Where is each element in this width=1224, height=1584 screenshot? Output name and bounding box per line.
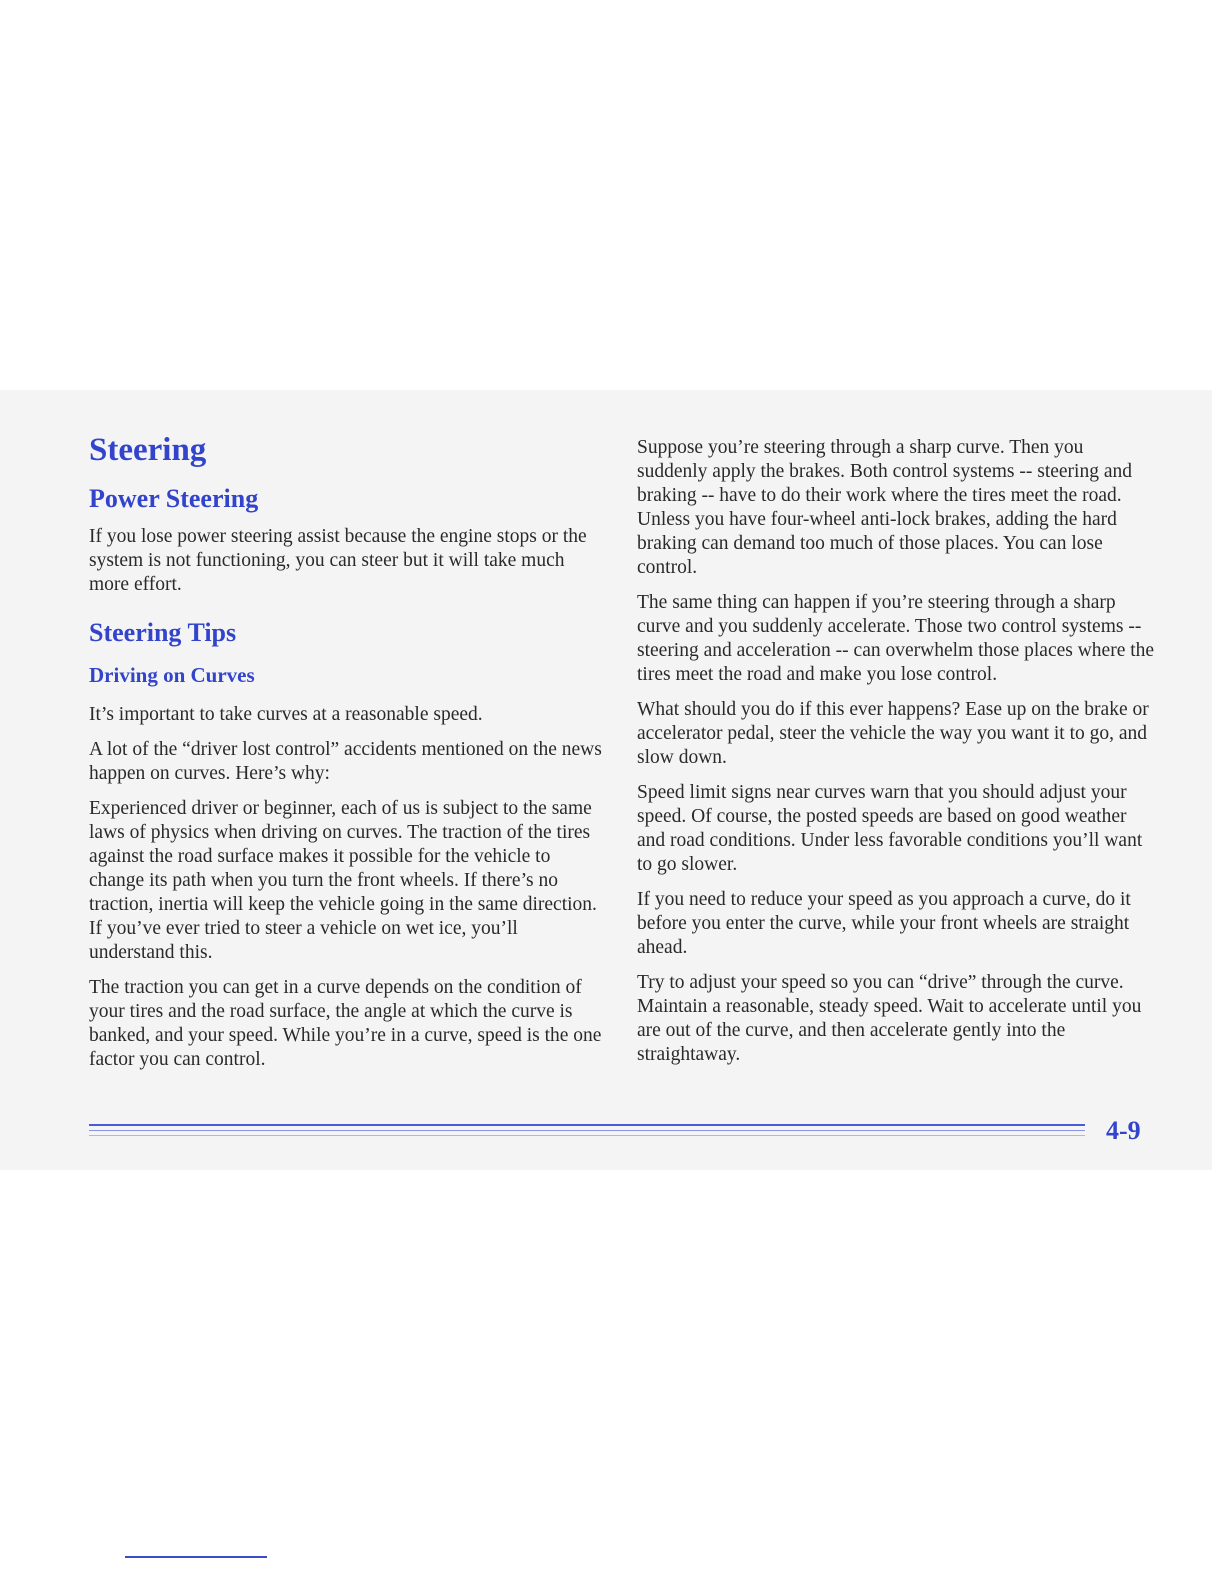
paragraph: Suppose you’re steering through a sharp curve. Then you suddenly apply the brakes. Both control systems -- steering and braking -- have to do their work where the tires meet the road. Unless you have four-wheel anti-lock brakes, adding the hard braking can demand too much of those places. You can lose control. — [637, 437, 1132, 578]
paragraph: The same thing can happen if you’re steering through a sharp curve and you suddenly accelerate. Those two control systems -- steering and acceleration -- can overwhelm those places where the tires meet the road and make you lose control. — [637, 592, 1155, 685]
paragraph: What should you do if this ever happens? Ease up on the brake or accelerator pedal, steer the vehicle the way you want it to go, and slow down. — [637, 699, 1149, 768]
section-title: Steering — [89, 432, 207, 468]
footer-divider — [89, 1124, 1085, 1136]
right-column — [637, 436, 1157, 1067]
divider-line — [89, 1130, 1085, 1131]
paragraph: It’s important to take curves at a reasonable speed. — [89, 704, 483, 725]
page-number: 4-9 — [1106, 1116, 1141, 1145]
left-column — [89, 484, 604, 1072]
paragraph: Experienced driver or beginner, each of us is subject to the same laws of physics when driving on curves. The traction of the tires against the road surface makes it possible for the vehicle to change its path when you turn the front wheels. If there’s no traction, inertia will keep the vehicle going in the same direction. If you’ve ever tried to steer a vehicle on wet ice, you’ll understand this. — [89, 798, 597, 963]
steering-tips-heading: Steering Tips — [89, 618, 237, 647]
bottom-rule — [125, 1556, 267, 1558]
paragraph: Try to adjust your speed so you can “drive” through the curve. Maintain a reasonable, steady speed. Wait to accelerate until you are out of the curve, and then accelerate gently into the straightaway. — [637, 972, 1142, 1065]
divider-line — [89, 1124, 1085, 1126]
paragraph: A lot of the “driver lost control” accidents mentioned on the news happen on curves. Here’s why: — [89, 739, 602, 784]
paragraph: Speed limit signs near curves warn that you should adjust your speed. Of course, the posted speeds are based on good weather and road conditions. Under less favorable conditions you’ll want to go slower. — [637, 782, 1143, 875]
divider-line — [89, 1135, 1085, 1136]
driving-on-curves-heading: Driving on Curves — [89, 663, 255, 687]
power-steering-paragraph: If you lose power steering assist because the engine stops or the system is not functioning, you can steer but it will take much more effort. — [89, 526, 587, 595]
paragraph: The traction you can get in a curve depends on the condition of your tires and the road surface, the angle at which the curve is banked, and your speed. While you’re in a curve, speed is the one factor you can control. — [89, 977, 602, 1070]
paragraph: If you need to reduce your speed as you approach a curve, do it before you enter the curve, while your front wheels are straight ahead. — [637, 889, 1131, 958]
power-steering-heading: Power Steering — [89, 484, 259, 513]
